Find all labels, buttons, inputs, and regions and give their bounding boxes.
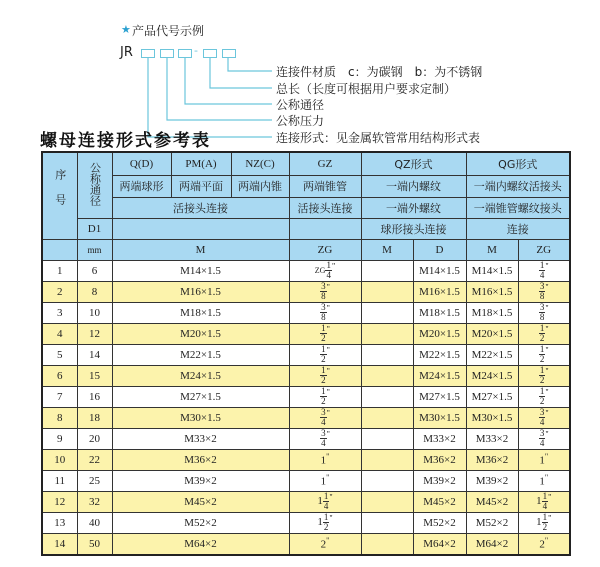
cell-no: 6 (42, 365, 77, 386)
header-blank (112, 218, 289, 239)
cell-qg-m: M64×2 (466, 533, 518, 555)
denominator: 2 (323, 522, 329, 532)
header-q: Q(D) (112, 152, 171, 175)
cell-m: M27×1.5 (112, 386, 289, 407)
header-gz: GZ (289, 152, 361, 175)
numerator: 3 (321, 407, 326, 417)
cell-qz-m (361, 302, 413, 323)
cell-qz-m (361, 407, 413, 428)
table-row (42, 533, 570, 555)
header-qz: QZ形式 (361, 152, 466, 175)
cell-gz (289, 386, 361, 407)
inch-mark: " (545, 345, 549, 355)
table-row (42, 449, 570, 470)
cell-qz-d: M33×2 (413, 428, 466, 449)
cell-qg-zg (518, 302, 570, 323)
cell-m: M30×1.5 (112, 407, 289, 428)
cell-no: 7 (42, 386, 77, 407)
cell-qg-m: M33×2 (466, 428, 518, 449)
cell-qz-d: M52×2 (413, 512, 466, 533)
denominator: 4 (539, 438, 545, 448)
numerator: 1 (539, 260, 545, 270)
inch-mark: " (329, 492, 333, 502)
numerator: 1 (321, 344, 326, 354)
header-gz-connection: 活接头连接 (289, 197, 361, 218)
inch-mark: " (545, 282, 549, 292)
numerator: 3 (321, 302, 326, 312)
cell-qg-zg (518, 533, 570, 555)
cell-qg-zg (518, 512, 570, 533)
table-title: 螺母连接形式参考表 (40, 131, 211, 151)
header-pm-desc: 两端平面 (171, 175, 231, 197)
cell-m: M45×2 (112, 491, 289, 512)
cell-qz-m (361, 323, 413, 344)
header-qz-desc: 一端内螺纹 (361, 175, 466, 197)
whole-inch: 1 (317, 516, 323, 529)
cell-qz-d: M64×2 (413, 533, 466, 555)
inch-mark: " (326, 452, 330, 462)
zg-prefix: ZG (314, 266, 326, 276)
inch-mark: " (326, 366, 330, 376)
cell-dn: 8 (77, 281, 112, 302)
inch-mark: " (545, 366, 549, 376)
code-example-heading: 产品代号示例 (132, 24, 205, 38)
label-nominal-pressure: 公称压力 (276, 114, 325, 128)
inch-mark: " (326, 429, 330, 439)
cell-m: M18×1.5 (112, 302, 289, 323)
header-mm: mm (77, 239, 112, 260)
numerator: 1 (321, 365, 326, 375)
label-connection-form: 连接形式：见金属软管常用结构形式表 (276, 131, 481, 145)
cell-gz (289, 491, 361, 512)
cell-no: 3 (42, 302, 77, 323)
whole-inch: 1 (539, 475, 545, 488)
denominator: 4 (542, 501, 548, 511)
whole-inch: 1 (320, 475, 327, 488)
header-q-desc: 两端球形 (112, 175, 171, 197)
cell-qz-m (361, 260, 413, 281)
header-qg-zg: ZG (518, 239, 570, 260)
header-union-connection: 活接头连接 (112, 197, 289, 218)
inch-mark: " (545, 387, 549, 397)
cell-gz (289, 428, 361, 449)
table-row (42, 365, 570, 386)
cell-dn: 15 (77, 365, 112, 386)
cell-gz (289, 281, 361, 302)
inch-mark: " (545, 408, 549, 418)
cell-dn: 6 (77, 260, 112, 281)
cell-qg-zg (518, 491, 570, 512)
table-row (42, 386, 570, 407)
cell-m: M24×1.5 (112, 365, 289, 386)
cell-qg-zg (518, 386, 570, 407)
denominator: 4 (326, 270, 331, 280)
denominator: 2 (542, 522, 548, 532)
denominator: 2 (321, 396, 326, 406)
cell-qg-m: M18×1.5 (466, 302, 518, 323)
table-row (42, 470, 570, 491)
cell-qz-d: M30×1.5 (413, 407, 466, 428)
numerator: 1 (539, 365, 545, 375)
inch-mark: " (326, 536, 330, 546)
header-nominal-diameter: 公称通径 (77, 152, 112, 218)
table-row (42, 281, 570, 302)
cell-dn: 10 (77, 302, 112, 323)
inch-mark: " (545, 324, 549, 334)
inch-mark: " (331, 261, 336, 271)
cell-gz (289, 407, 361, 428)
cell-m: M39×2 (112, 470, 289, 491)
header-qz-m: M (361, 239, 413, 260)
cell-qz-d: M20×1.5 (413, 323, 466, 344)
cell-no: 14 (42, 533, 77, 555)
cell-dn: 16 (77, 386, 112, 407)
numerator: 3 (539, 302, 545, 312)
cell-dn: 50 (77, 533, 112, 555)
cell-dn: 25 (77, 470, 112, 491)
numerator: 1 (323, 491, 329, 501)
table-row (42, 512, 570, 533)
denominator: 2 (539, 375, 545, 385)
cell-gz (289, 323, 361, 344)
header-qg-m: M (466, 239, 518, 260)
header-m: M (112, 239, 289, 260)
cell-qg-m: M16×1.5 (466, 281, 518, 302)
label-nominal-diameter: 公称通径 (276, 98, 325, 112)
numerator: 1 (323, 512, 329, 522)
inch-mark: " (326, 324, 330, 334)
numerator: 3 (539, 428, 545, 438)
header-d1: D1 (77, 218, 112, 239)
cell-qg-m: M39×2 (466, 470, 518, 491)
cell-no: 13 (42, 512, 77, 533)
cell-gz (289, 260, 361, 281)
denominator: 2 (321, 375, 326, 385)
cell-gz (289, 302, 361, 323)
cell-qg-m: M24×1.5 (466, 365, 518, 386)
cell-qg-zg (518, 365, 570, 386)
inch-mark: " (329, 513, 333, 523)
table-row (42, 491, 570, 512)
cell-dn: 32 (77, 491, 112, 512)
table-row (42, 344, 570, 365)
cell-gz (289, 533, 361, 555)
label-material: 连接件材质 c：为碳钢 b：为不锈钢 (276, 65, 483, 79)
cell-qg-m: M14×1.5 (466, 260, 518, 281)
header-gz-desc: 两端锥管 (289, 175, 361, 197)
header-qz-d: D (413, 239, 466, 260)
cell-no: 8 (42, 407, 77, 428)
inch-mark: " (548, 492, 552, 502)
cell-qg-m: M27×1.5 (466, 386, 518, 407)
cell-qz-d: M18×1.5 (413, 302, 466, 323)
denominator: 2 (539, 354, 545, 364)
header-blank-gz (289, 218, 361, 239)
cell-qz-m (361, 281, 413, 302)
numerator: 3 (321, 281, 326, 291)
cell-qg-m: M45×2 (466, 491, 518, 512)
cell-m: M20×1.5 (112, 323, 289, 344)
denominator: 4 (321, 438, 326, 448)
cell-gz (289, 512, 361, 533)
numerator: 1 (542, 491, 548, 501)
cell-qg-m: M30×1.5 (466, 407, 518, 428)
cell-no: 2 (42, 281, 77, 302)
cell-m: M36×2 (112, 449, 289, 470)
table-row (42, 302, 570, 323)
star-icon: ★ (121, 23, 131, 36)
inch-mark: " (544, 536, 549, 546)
code-separator: - (194, 44, 198, 57)
denominator: 2 (539, 396, 545, 406)
header-nz: NZ(C) (231, 152, 289, 175)
cell-m: M22×1.5 (112, 344, 289, 365)
cell-qg-zg (518, 281, 570, 302)
cell-m: M16×1.5 (112, 281, 289, 302)
denominator: 8 (539, 312, 545, 322)
denominator: 2 (539, 333, 545, 343)
cell-dn: 22 (77, 449, 112, 470)
cell-no: 12 (42, 491, 77, 512)
cell-qz-m (361, 386, 413, 407)
inch-mark: " (544, 452, 549, 462)
inch-mark: " (326, 303, 330, 313)
cell-gz (289, 365, 361, 386)
cell-qz-m (361, 491, 413, 512)
cell-qg-zg (518, 428, 570, 449)
numerator: 1 (539, 344, 545, 354)
numerator: 1 (542, 512, 548, 522)
denominator: 8 (539, 291, 545, 301)
numerator: 3 (539, 407, 545, 417)
inch-mark: " (545, 303, 549, 313)
cell-qz-d: M45×2 (413, 491, 466, 512)
cell-qz-d: M14×1.5 (413, 260, 466, 281)
denominator: 4 (539, 270, 545, 280)
header-qg: QG形式 (466, 152, 570, 175)
cell-qg-zg (518, 407, 570, 428)
cell-no: 5 (42, 344, 77, 365)
header-qg-connect: 连接 (466, 218, 570, 239)
cell-dn: 20 (77, 428, 112, 449)
whole-inch: 1 (320, 454, 327, 467)
cell-qg-zg (518, 449, 570, 470)
header-zg: ZG (289, 239, 361, 260)
cell-qz-d: M22×1.5 (413, 344, 466, 365)
denominator: 2 (321, 333, 326, 343)
cell-qz-m (361, 533, 413, 555)
cell-m: M52×2 (112, 512, 289, 533)
cell-no: 1 (42, 260, 77, 281)
inch-mark: " (326, 282, 330, 292)
header-pm: PM(A) (171, 152, 231, 175)
inch-mark: " (545, 429, 549, 439)
denominator: 4 (321, 417, 326, 427)
denominator: 8 (321, 291, 326, 301)
inch-mark: " (545, 261, 549, 271)
table-row (42, 260, 570, 281)
cell-qg-zg (518, 323, 570, 344)
nut-connection-table (41, 151, 571, 556)
cell-dn: 40 (77, 512, 112, 533)
cell-qz-d: M24×1.5 (413, 365, 466, 386)
cell-qz-m (361, 512, 413, 533)
cell-m: M64×2 (112, 533, 289, 555)
cell-qg-m: M20×1.5 (466, 323, 518, 344)
inch-mark: " (326, 408, 330, 418)
table-row (42, 407, 570, 428)
label-length: 总长（长度可根据用户要求定制） (276, 82, 457, 96)
cell-qz-m (361, 470, 413, 491)
header-qz-connection: 一端外螺纹 (361, 197, 466, 218)
cell-dn: 12 (77, 323, 112, 344)
cell-dn: 18 (77, 407, 112, 428)
numerator: 1 (321, 386, 326, 396)
cell-qz-d: M36×2 (413, 449, 466, 470)
header-nz-desc: 两端内锥 (231, 175, 289, 197)
table-row (42, 428, 570, 449)
whole-inch: 1 (317, 495, 323, 508)
numerator: 1 (539, 386, 545, 396)
cell-qg-zg (518, 260, 570, 281)
cell-qz-m (361, 449, 413, 470)
denominator: 8 (321, 312, 326, 322)
cell-gz (289, 344, 361, 365)
whole-inch: 2 (320, 538, 327, 551)
cell-dn: 14 (77, 344, 112, 365)
cell-qz-m (361, 344, 413, 365)
cell-no: 9 (42, 428, 77, 449)
table-row (42, 323, 570, 344)
code-prefix: JR (120, 45, 133, 60)
denominator: 4 (323, 501, 329, 511)
denominator: 2 (321, 354, 326, 364)
cell-qz-m (361, 428, 413, 449)
cell-no: 4 (42, 323, 77, 344)
numerator: 3 (539, 281, 545, 291)
cell-qg-zg (518, 470, 570, 491)
cell-gz (289, 470, 361, 491)
inch-mark: " (326, 387, 330, 397)
cell-qg-m: M36×2 (466, 449, 518, 470)
header-qz-ball: 球形接头连接 (361, 218, 466, 239)
cell-m: M14×1.5 (112, 260, 289, 281)
cell-gz (289, 449, 361, 470)
cell-qg-zg (518, 344, 570, 365)
inch-mark: " (548, 513, 552, 523)
cell-no: 10 (42, 449, 77, 470)
header-qg-connection: 一端锥管螺纹接头 (466, 197, 570, 218)
header-qg-desc: 一端内螺纹活接头 (466, 175, 570, 197)
numerator: 1 (326, 260, 331, 270)
whole-inch: 1 (539, 454, 545, 467)
whole-inch: 1 (536, 495, 542, 508)
whole-inch: 1 (536, 516, 542, 529)
header-seq: 序号 (42, 152, 77, 239)
inch-mark: " (326, 473, 330, 483)
header-seq-blank (42, 239, 77, 260)
cell-m: M33×2 (112, 428, 289, 449)
cell-no: 11 (42, 470, 77, 491)
numerator: 3 (321, 428, 326, 438)
inch-mark: " (544, 473, 549, 483)
cell-qz-d: M27×1.5 (413, 386, 466, 407)
whole-inch: 2 (539, 538, 545, 551)
cell-qz-m (361, 365, 413, 386)
cell-qz-d: M16×1.5 (413, 281, 466, 302)
cell-qz-d: M39×2 (413, 470, 466, 491)
denominator: 4 (539, 417, 545, 427)
cell-qg-m: M52×2 (466, 512, 518, 533)
numerator: 1 (539, 323, 545, 333)
numerator: 1 (321, 323, 326, 333)
cell-qg-m: M22×1.5 (466, 344, 518, 365)
inch-mark: " (326, 345, 330, 355)
